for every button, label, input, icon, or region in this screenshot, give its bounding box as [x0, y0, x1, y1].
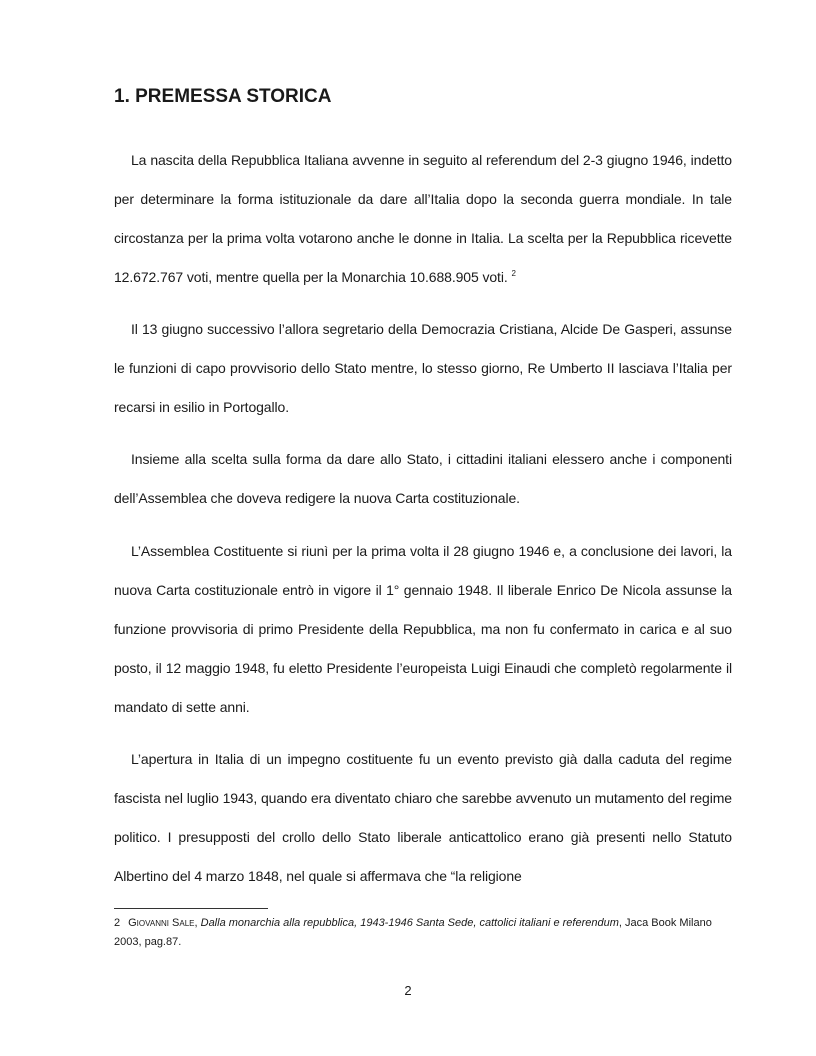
- section-heading: 1. PREMESSA STORICA: [114, 86, 332, 107]
- footnote-separator: [114, 908, 268, 909]
- paragraph: L’Assemblea Costituente si riunì per la prima volta il 28 giugno 1946 e, a conclusione dei lavori, la nuova Carta costituzionale entrò in vigore il 1° gennaio 1948. Il liberale Enrico De Nicola assunse la funzione provvisoria di primo Presidente della Repubblica, ma non fu confermato in carica e al suo posto, il 12 maggio 1948, fu eletto Presidente l’europeista Luigi Einaudi che completò regolarmente il mandato di sette anni.: [114, 543, 732, 715]
- page-number: 2: [404, 983, 412, 998]
- footnote: 2 Giovanni Sale, Dalla monarchia alla repubblica, 1943-1946 Santa Sede, cattolici italiani e referendum, Jaca Book Milano 2003, pag.87.: [114, 917, 712, 948]
- paragraph: Insieme alla scelta sulla forma da dare allo Stato, i cittadini italiani elessero anche i componenti dell’Assemblea che doveva redigere la nuova Carta costituzionale.: [114, 451, 732, 506]
- footnote-author: Giovanni Sale: [128, 917, 195, 929]
- paragraph: [114, 141, 732, 297]
- paragraph: Il 13 giugno successivo l’allora segretario della Democrazia Cristiana, Alcide De Gasperi, assunse le funzioni di capo provvisorio dello Stato mentre, lo stesso giorno, Re Umberto II lasciava l’Italia per recarsi in esilio in Portogallo.: [114, 321, 732, 415]
- paragraph-text: La nascita della Repubblica Italiana avvenne in seguito al referendum del 2-3 giugno 1946, indetto per determinare la forma istituzionale da dare all’Italia dopo la seconda guerra mondiale. In tale circostanza per la prima volta votarono anche le donne in Italia. La scelta per la Repubblica ricevette 12.672.767 voti, mentre quella per la Monarchia 10.688.905 voti.: [114, 152, 732, 285]
- footnote-publisher: , Jaca Book Milano 2003, pag.87.: [114, 917, 712, 948]
- footnote-title: Dalla monarchia alla repubblica, 1943-1946 Santa Sede, cattolici italiani e referendum: [200, 917, 619, 929]
- paragraph: L’apertura in Italia di un impegno costituente fu un evento previsto già dalla caduta del regime fascista nel luglio 1943, quando era diventato chiaro che sarebbe avvenuto un mutamento del regime politico. I presupposti del crollo dello Stato liberale anticattolico erano già presenti nello Statuto Albertino del 4 marzo 1848, nel quale si affermava che “la religione: [114, 751, 732, 884]
- footnote-reference[interactable]: 2: [511, 269, 516, 278]
- footnote-number: 2: [114, 917, 121, 929]
